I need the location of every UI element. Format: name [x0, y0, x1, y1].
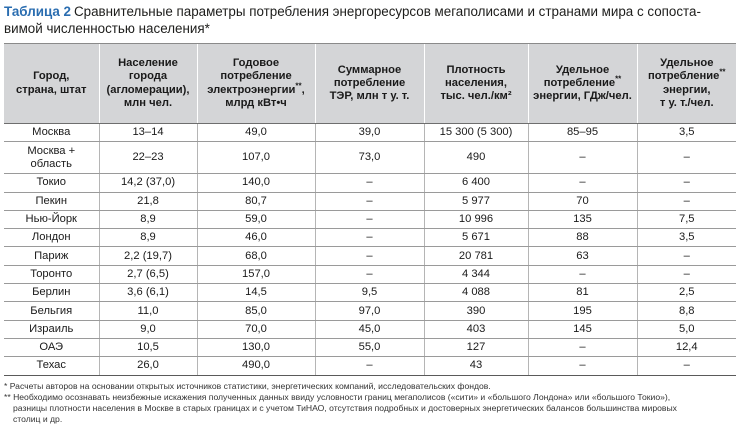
table-cell: –: [315, 357, 424, 375]
table-cell: 21,8: [99, 192, 197, 210]
table-cell: –: [315, 265, 424, 283]
table-row: [4, 192, 736, 210]
table-cell: 10 996: [424, 210, 528, 228]
table-cell: 3,6 (6,1): [99, 284, 197, 302]
column-header-line: тыс. чел./км²: [440, 90, 512, 103]
table-cell: 85–95: [528, 124, 637, 142]
footnote-1: * Расчеты авторов на основании открытых источников статистики, энергетических компаний, исследовательских фондов.: [4, 380, 491, 391]
table-cell: 45,0: [315, 320, 424, 338]
table-cell: –: [637, 142, 736, 174]
table-row: [4, 302, 736, 320]
table-row: [4, 284, 736, 302]
column-header-line: Удельное: [660, 57, 714, 70]
column-header-line: потребление: [333, 76, 406, 89]
table-row: [4, 229, 736, 247]
column-header-line: ТЭР, млн т у. т.: [329, 90, 410, 103]
table-row: [4, 320, 736, 338]
column-header-2: [197, 44, 315, 124]
table-cell: 97,0: [315, 302, 424, 320]
table-cell: 5 671: [424, 229, 528, 247]
footnote-2-line1: ** Необходимо осознавать неизбежные искажения полученных данных ввиду условности границ мегаполисов («сити» и «большого Лондона» или «большого Токио»),: [4, 391, 671, 402]
row-label-cell: Токио: [4, 174, 99, 192]
table-cell: 2,2 (19,7): [99, 247, 197, 265]
table-cell: 4 344: [424, 265, 528, 283]
table-cell: –: [315, 210, 424, 228]
column-header-line: потребление**: [647, 67, 726, 83]
table-cell: 70,0: [197, 320, 315, 338]
table-cell: 26,0: [99, 357, 197, 375]
column-header-line: Плотность: [446, 63, 506, 76]
caption-title-line1: Сравнительные параметры потребления энергоресурсов мегаполисами и странами мира с сопоста-: [73, 4, 701, 19]
table-cell: 22–23: [99, 142, 197, 174]
header-row: [4, 44, 736, 124]
table-cell: 2,5: [637, 284, 736, 302]
table-cell: 39,0: [315, 124, 424, 142]
table-cell: 4 088: [424, 284, 528, 302]
table-cell: 15 300 (5 300): [424, 124, 528, 142]
table-body: [4, 124, 736, 376]
row-label-cell: Бельгия: [4, 302, 99, 320]
column-header-line: млрд кВт•ч: [225, 96, 287, 109]
table-cell: 145: [528, 320, 637, 338]
table-cell: 5 977: [424, 192, 528, 210]
table-cell: 43: [424, 357, 528, 375]
table-cell: 14,5: [197, 284, 315, 302]
table-cell: –: [315, 174, 424, 192]
table-cell: –: [528, 338, 637, 356]
table-cell: 80,7: [197, 192, 315, 210]
column-header-5: [528, 44, 637, 124]
table-cell: 12,4: [637, 338, 736, 356]
table-cell: –: [637, 174, 736, 192]
table-cell: 107,0: [197, 142, 315, 174]
table-cell: –: [528, 142, 637, 174]
table-cell: 46,0: [197, 229, 315, 247]
row-label-cell: Москва + область: [4, 142, 99, 174]
table-cell: 195: [528, 302, 637, 320]
column-header-3: [315, 44, 424, 124]
table-cell: 70: [528, 192, 637, 210]
column-header-line: (агломерации),: [106, 83, 190, 96]
table-cell: 8,8: [637, 302, 736, 320]
column-header-6: [637, 44, 736, 124]
table-cell: 8,9: [99, 210, 197, 228]
table-cell: 73,0: [315, 142, 424, 174]
row-label-cell: Берлин: [4, 284, 99, 302]
table-row: [4, 124, 736, 142]
table-cell: 130,0: [197, 338, 315, 356]
column-header-line: Население: [118, 57, 178, 70]
column-header-line: города: [128, 70, 168, 83]
table-row: [4, 265, 736, 283]
table-cell: 8,9: [99, 229, 197, 247]
table-cell: 59,0: [197, 210, 315, 228]
table-cell: 490: [424, 142, 528, 174]
table-cell: 13–14: [99, 124, 197, 142]
table-cell: 68,0: [197, 247, 315, 265]
row-label-cell: Нью-Йорк: [4, 210, 99, 228]
row-label-cell: Техас: [4, 357, 99, 375]
table-cell: 5,0: [637, 320, 736, 338]
table-cell: 9,5: [315, 284, 424, 302]
table-cell: –: [528, 265, 637, 283]
table-cell: –: [637, 247, 736, 265]
column-header-line: Город,: [33, 70, 70, 83]
table-cell: 403: [424, 320, 528, 338]
column-header-line: т у. т./чел.: [659, 96, 714, 109]
table-cell: 14,2 (37,0): [99, 174, 197, 192]
column-header-0: [4, 44, 99, 124]
table-row: [4, 247, 736, 265]
table-caption: [4, 3, 736, 37]
table-cell: 20 781: [424, 247, 528, 265]
table-cell: –: [315, 229, 424, 247]
table-cell: –: [637, 265, 736, 283]
column-header-line: электроэнергии**,: [207, 80, 305, 96]
table-cell: 6 400: [424, 174, 528, 192]
table-cell: –: [528, 174, 637, 192]
row-label-cell: ОАЭ: [4, 338, 99, 356]
column-header-1: [99, 44, 197, 124]
table-cell: –: [528, 357, 637, 375]
footnote-2-line3: столиц и др.: [13, 414, 63, 425]
column-header-line: потребление**: [543, 74, 622, 89]
column-header-4: [424, 44, 528, 124]
table-row: [4, 357, 736, 375]
column-header-line: Удельное: [555, 63, 610, 76]
table-cell: 2,7 (6,5): [99, 265, 197, 283]
column-header-line: млн чел.: [123, 96, 173, 109]
table-cell: 63: [528, 247, 637, 265]
row-label-cell: Лондон: [4, 229, 99, 247]
table-cell: 390: [424, 302, 528, 320]
footnotes: [4, 381, 736, 426]
column-header-line: страна, штат: [16, 83, 87, 96]
table-cell: –: [315, 247, 424, 265]
column-header-line: населения,: [445, 76, 507, 89]
table-cell: 55,0: [315, 338, 424, 356]
table-cell: 85,0: [197, 302, 315, 320]
table-cell: –: [637, 192, 736, 210]
table-cell: 157,0: [197, 265, 315, 283]
row-label-cell: Париж: [4, 247, 99, 265]
table-cell: –: [637, 357, 736, 375]
table-row: [4, 174, 736, 192]
table-cell: 135: [528, 210, 637, 228]
table-cell: –: [315, 192, 424, 210]
column-header-line: Годовое: [232, 57, 280, 70]
table-row: [4, 338, 736, 356]
table-cell: 9,0: [99, 320, 197, 338]
row-label-cell: Израиль: [4, 320, 99, 338]
table-cell: 7,5: [637, 210, 736, 228]
table-cell: 3,5: [637, 229, 736, 247]
table-cell: 81: [528, 284, 637, 302]
column-header-line: Суммарное: [337, 63, 402, 76]
data-table: [4, 43, 736, 376]
table-cell: 10,5: [99, 338, 197, 356]
row-label-cell: Торонто: [4, 265, 99, 283]
table-row: [4, 142, 736, 174]
table-cell: 490,0: [197, 357, 315, 375]
table-cell: 3,5: [637, 124, 736, 142]
column-header-line: энергии, ГДж/чел.: [533, 90, 632, 103]
table-cell: 11,0: [99, 302, 197, 320]
caption-title-line2: вимой численностью населения*: [4, 21, 210, 36]
row-label-cell: Москва: [4, 124, 99, 142]
column-header-line: энергии,: [662, 83, 711, 96]
table-cell: 140,0: [197, 174, 315, 192]
row-label-cell: Пекин: [4, 192, 99, 210]
footnote-2-line2: разницы плотности населения в Москве в старых границах и с учетом ТиНАО, отсутствия подробных и достоверных энергетических балансов большинства мировых: [13, 402, 677, 413]
table-cell: 88: [528, 229, 637, 247]
table-cell: 49,0: [197, 124, 315, 142]
table-cell: 127: [424, 338, 528, 356]
table-row: [4, 210, 736, 228]
column-header-line: потребление: [220, 70, 292, 83]
caption-label: Таблица 2: [4, 4, 71, 19]
